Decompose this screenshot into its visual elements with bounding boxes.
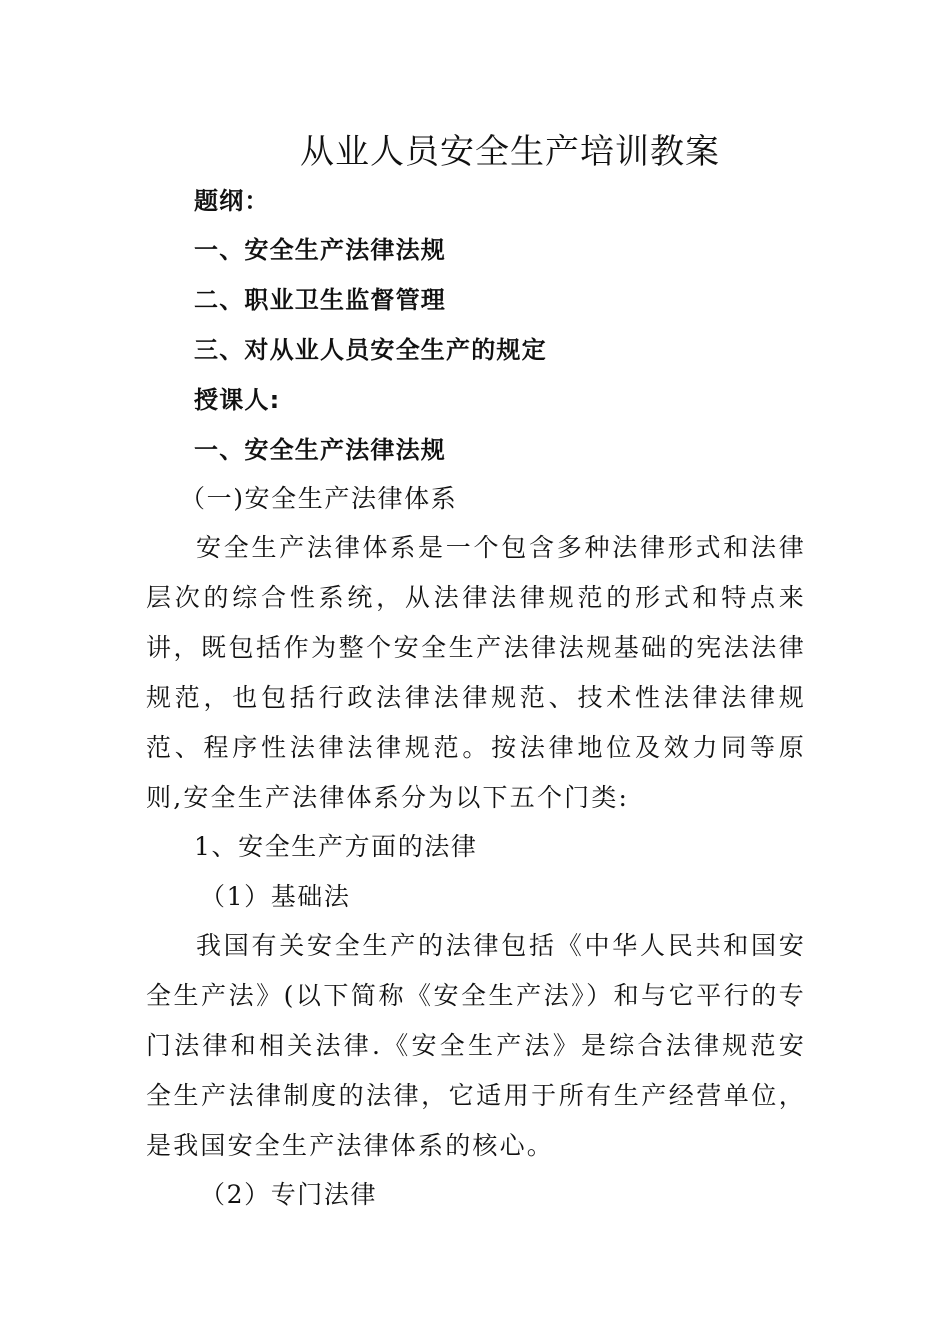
list-item-basic-law: （1）基础法 <box>200 882 351 911</box>
outline-item-3: 三、对从业人员安全生产的规定 <box>194 336 547 364</box>
document-title: 从业人员安全生产培训教案 <box>300 132 720 172</box>
list-item-law-category-1: 1、安全生产方面的法律 <box>194 832 478 861</box>
subsection-heading: （一)安全生产法律体系 <box>180 484 458 513</box>
outline-label: 题纲： <box>194 187 270 215</box>
outline-item-1: 一、安全生产法律法规 <box>194 236 446 264</box>
paragraph-safety-law: 我国有关安全生产的法律包括《中华人民共和国安全生产法》(以下简称《安全生产法》）和与它平行的专门法律和相关法律.《安全生产法》是综合法律规范安全生产法律制度的法律，它适用于所有生产经营单位，是我国安全生产法律体系的核心。 <box>146 931 806 1160</box>
list-item-special-law: （2）专门法律 <box>200 1180 378 1209</box>
instructor-label: 授课人: <box>194 386 281 414</box>
section-heading: 一、安全生产法律法规 <box>194 436 446 464</box>
outline-item-2: 二、职业卫生监督管理 <box>194 286 446 314</box>
paragraph-legal-system: 安全生产法律体系是一个包含多种法律形式和法律层次的综合性系统，从法律法律规范的形式和特点来讲，既包括作为整个安全生产法律法规基础的宪法法律规范，也包括行政法律法律规范、技术性法律法律规范、程序性法律法律规范。按法律地位及效力同等原则,安全生产法律体系分为以下五个门类: <box>146 533 806 812</box>
